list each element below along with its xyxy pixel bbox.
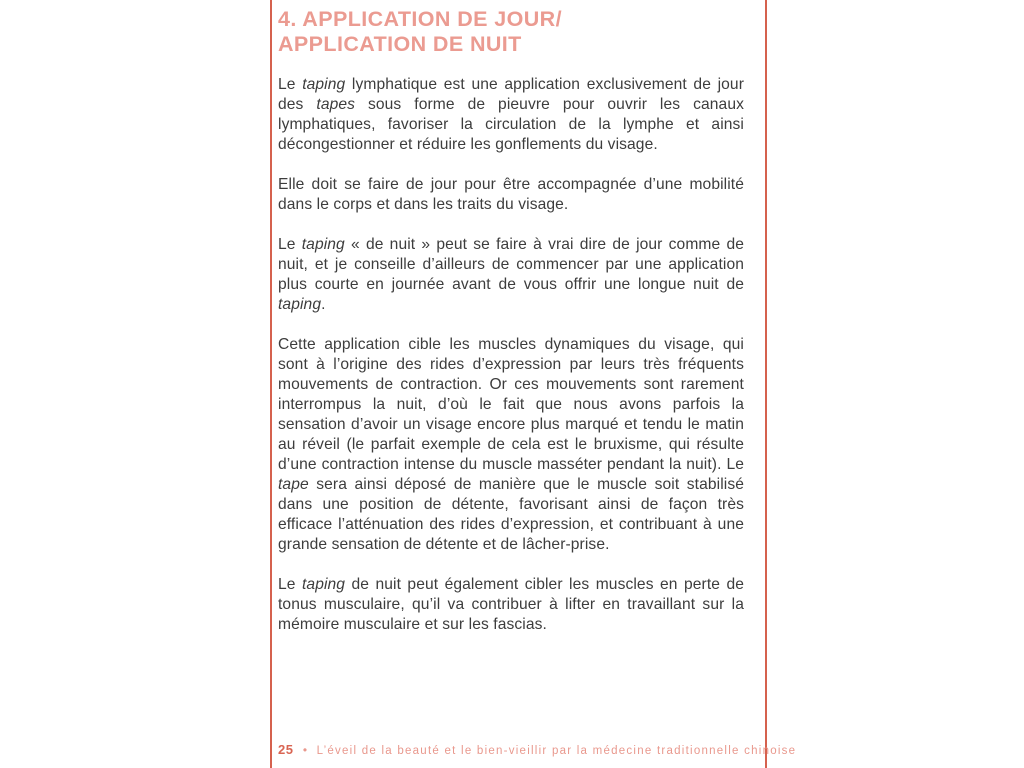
page-number: 25 [278, 742, 294, 757]
paragraph: Cette application cible les muscles dynamiques du visage, qui sont à l’origine des rides d’expression par leurs très fréquents mouvements de contraction. Or ces mouvements sont rarement interrompus la nuit, d’où le fait que nous avons parfois la sensation d’avoir un visage encore plus marqué et tendu le matin au réveil (le parfait exemple de cela est le bruxisme, qui résulte d’une contraction intense du muscle masséter pendant la nuit). Le tape sera ainsi déposé de manière que le muscle soit stabilisé dans une position de détente, favorisant ainsi de façon très efficace l’atténuation des rides d’expression, et contribuant à une grande sensation de détente et de lâcher-prise. [278, 336, 744, 553]
page-content [278, 7, 744, 655]
page-footer [278, 741, 796, 759]
right-page-border [765, 0, 767, 768]
body-paragraphs [278, 75, 744, 635]
paragraph: Le taping lymphatique est une application exclusivement de jour des tapes sous forme de pieuvre pour ouvrir les canaux lymphatiques, favoriser la circulation de la lymphe et ainsi décongestionner et réduire les gonflements du visage. [278, 76, 744, 153]
paragraph: Le taping de nuit peut également cibler les muscles en perte de tonus musculaire, qu’il va contribuer à lifter en travaillant sur la mémoire musculaire et sur les fascias. [278, 576, 744, 633]
section-title-line1: 4. APPLICATION DE JOUR/ [278, 7, 562, 31]
footer-bullet: • [302, 743, 308, 757]
section-title [278, 7, 744, 56]
section-title-line2: APPLICATION DE NUIT [278, 31, 522, 56]
paragraph: Le taping « de nuit » peut se faire à vrai dire de jour comme de nuit, et je conseille d’ailleurs de commencer par une application plus courte en journée avant de vous offrir une longue nuit de taping. [278, 236, 744, 313]
book-title: L’éveil de la beauté et le bien-vieillir par la médecine traditionnelle chinoise [316, 745, 797, 757]
left-page-border [270, 0, 272, 768]
paragraph: Elle doit se faire de jour pour être accompagnée d’une mobilité dans le corps et dans les traits du visage. [278, 176, 744, 213]
